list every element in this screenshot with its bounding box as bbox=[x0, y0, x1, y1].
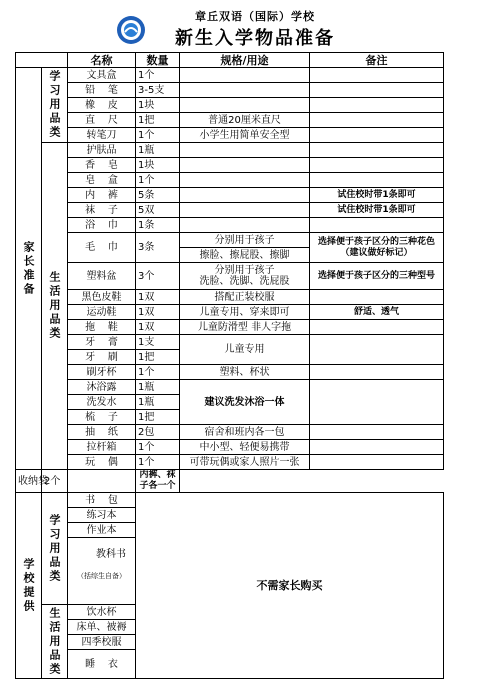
item-qty: 1双 bbox=[136, 290, 180, 305]
item-qty: 1瓶 bbox=[136, 380, 180, 395]
item-name: 沐浴露 bbox=[68, 380, 136, 395]
item-use: 洗脸、洗脚、洗屁股 bbox=[199, 276, 290, 287]
item-note: 内裤、袜子各一个 bbox=[136, 470, 180, 493]
item-name: 内 裤 bbox=[68, 188, 136, 203]
item-qty: 3个 bbox=[136, 263, 180, 290]
item-name: 拉杆箱 bbox=[68, 440, 136, 455]
group-parent-study: 学习用品类 bbox=[42, 68, 68, 143]
item-name: 塑料盆 bbox=[68, 263, 136, 290]
item-qty: 5双 bbox=[136, 203, 180, 218]
table-row bbox=[16, 158, 444, 173]
item-use: 儿童专用 bbox=[180, 335, 310, 365]
item-qty: 1个 bbox=[136, 173, 180, 188]
item-qty: 1个 bbox=[136, 128, 180, 143]
item-note bbox=[310, 68, 444, 83]
school-logo-icon bbox=[116, 15, 146, 45]
item-use: 搭配正装校服 bbox=[180, 290, 310, 305]
item-name: 铅 笔 bbox=[68, 83, 136, 98]
item-name: 转笔刀 bbox=[68, 128, 136, 143]
item-note bbox=[310, 83, 444, 98]
item-note bbox=[310, 128, 444, 143]
item-use: 中小型、轻便易携带 bbox=[180, 440, 310, 455]
item-name: 运动鞋 bbox=[68, 305, 136, 320]
item-use: 宿舍和班内各一包 bbox=[180, 425, 310, 440]
group-school: 学校提供 bbox=[16, 493, 42, 679]
table-row bbox=[16, 233, 444, 248]
item-note: 选择便于孩子区分的三种花色（建议做好标记） bbox=[310, 233, 444, 263]
item-qty: 1支 bbox=[136, 335, 180, 350]
item-name: 牙 膏 bbox=[68, 335, 136, 350]
table-row bbox=[16, 203, 444, 218]
item-name: 浴 巾 bbox=[68, 218, 136, 233]
item-note bbox=[310, 113, 444, 128]
item-name: 饮水杯 bbox=[68, 605, 136, 620]
item-use bbox=[180, 68, 310, 83]
item-name: 教科书 bbox=[96, 549, 127, 560]
item-qty: 1个 bbox=[136, 440, 180, 455]
item-use: 儿童专用、穿来即可 bbox=[180, 305, 310, 320]
group-school-living: 生活用品类 bbox=[42, 605, 68, 679]
item-qty: 1双 bbox=[136, 320, 180, 335]
item-name: 玩 偶 bbox=[68, 455, 136, 470]
table-row bbox=[16, 335, 444, 350]
table-row bbox=[16, 455, 444, 470]
item-use: 儿童防滑型 非人字拖 bbox=[180, 320, 310, 335]
item-name: 直 尺 bbox=[68, 113, 136, 128]
item-qty: 1把 bbox=[136, 350, 180, 365]
item-name: 四季校服 bbox=[68, 635, 136, 650]
item-qty: 1瓶 bbox=[136, 143, 180, 158]
item-qty: 1块 bbox=[136, 158, 180, 173]
table-row bbox=[16, 263, 444, 290]
group-school-study: 学习用品类 bbox=[42, 493, 68, 605]
column-header-name: 名称 bbox=[68, 53, 136, 68]
item-use bbox=[180, 83, 310, 98]
item-name: 牙 刷 bbox=[68, 350, 136, 365]
item-use: 擦脸、擦屁股、擦脚 bbox=[180, 248, 310, 263]
item-name: 文具盒 bbox=[68, 68, 136, 83]
item-qty: 1个 bbox=[136, 68, 180, 83]
item-name: 抽 纸 bbox=[68, 425, 136, 440]
table-row bbox=[16, 493, 444, 508]
item-name: 皂 盒 bbox=[68, 173, 136, 188]
table-row bbox=[16, 425, 444, 440]
table-row bbox=[16, 188, 444, 203]
item-name: 收纳袋 bbox=[16, 470, 42, 493]
table-row bbox=[16, 365, 444, 380]
item-qty: 1瓶 bbox=[136, 395, 180, 410]
table-row bbox=[16, 290, 444, 305]
item-name: 作业本 bbox=[68, 523, 136, 538]
item-qty: 1双 bbox=[136, 305, 180, 320]
item-qty: 1个 bbox=[136, 455, 180, 470]
item-use bbox=[180, 98, 310, 113]
table-row bbox=[16, 218, 444, 233]
item-use: 小学生用简单安全型 bbox=[180, 128, 310, 143]
table-row bbox=[16, 440, 444, 455]
item-name: 护肤品 bbox=[68, 143, 136, 158]
item-qty: 1块 bbox=[136, 98, 180, 113]
table-row bbox=[16, 113, 444, 128]
table-row bbox=[16, 470, 444, 493]
item-name: 练习本 bbox=[68, 508, 136, 523]
item-name: 袜 子 bbox=[68, 203, 136, 218]
item-qty: 1个 bbox=[136, 365, 180, 380]
table-row bbox=[16, 83, 444, 98]
item-qty: 3条 bbox=[136, 233, 180, 263]
table-row bbox=[16, 128, 444, 143]
item-use: 分别用于孩子 bbox=[214, 265, 275, 276]
item-subnote: （括综生自备） bbox=[77, 572, 126, 580]
column-header-use: 规格/用途 bbox=[180, 53, 310, 68]
header bbox=[0, 0, 480, 52]
school-provided-note: 不需家长购买 bbox=[136, 493, 444, 679]
item-use: 分别用于孩子 bbox=[180, 233, 310, 248]
column-header-qty: 数量 bbox=[136, 53, 180, 68]
item-use: 建议洗发沐浴一体 bbox=[180, 380, 310, 425]
school-name: 章丘双语（国际）学校 bbox=[195, 10, 315, 23]
item-name: 橡 皮 bbox=[68, 98, 136, 113]
item-use: 可带玩偶或家人照片一张 bbox=[180, 455, 310, 470]
item-qty: 2包 bbox=[136, 425, 180, 440]
item-name: 床单、被褥 bbox=[68, 620, 136, 635]
item-qty: 5条 bbox=[136, 188, 180, 203]
item-name: 黑色皮鞋 bbox=[68, 290, 136, 305]
item-name: 毛 巾 bbox=[68, 233, 136, 263]
item-name: 梳 子 bbox=[68, 410, 136, 425]
item-qty: 1把 bbox=[136, 410, 180, 425]
group-parent-living: 生活用品类 bbox=[42, 143, 68, 470]
item-name: 洗发水 bbox=[68, 395, 136, 410]
table-row bbox=[16, 143, 444, 158]
item-use: 普通20厘米直尺 bbox=[180, 113, 310, 128]
item-qty: 3-5支 bbox=[136, 83, 180, 98]
group-parent: 家长准备 bbox=[16, 68, 42, 470]
item-qty: 1条 bbox=[136, 218, 180, 233]
item-note bbox=[310, 98, 444, 113]
table-row bbox=[16, 380, 444, 395]
item-note: 舒适、透气 bbox=[310, 305, 444, 320]
table-row bbox=[16, 320, 444, 335]
item-note: 试住校时带1条即可 bbox=[310, 203, 444, 218]
column-header-note: 备注 bbox=[310, 53, 444, 68]
table-header-row bbox=[16, 53, 444, 68]
item-note: 选择便于孩子区分的三种型号 bbox=[310, 263, 444, 290]
item-use: 塑料、杯状 bbox=[180, 365, 310, 380]
item-name: 书 包 bbox=[68, 493, 136, 508]
item-name: 刷牙杯 bbox=[68, 365, 136, 380]
table-row bbox=[16, 173, 444, 188]
item-qty: 2个 bbox=[42, 470, 68, 493]
item-name: 睡 衣 bbox=[68, 650, 136, 679]
item-qty: 1把 bbox=[136, 113, 180, 128]
table-row bbox=[16, 98, 444, 113]
table-row bbox=[16, 68, 444, 83]
item-note: 试住校时带1条即可 bbox=[310, 188, 444, 203]
item-name: 香 皂 bbox=[68, 158, 136, 173]
table-row bbox=[16, 305, 444, 320]
page-title: 新生入学物品准备 bbox=[175, 28, 335, 49]
item-name: 拖 鞋 bbox=[68, 320, 136, 335]
supplies-table bbox=[15, 52, 444, 679]
